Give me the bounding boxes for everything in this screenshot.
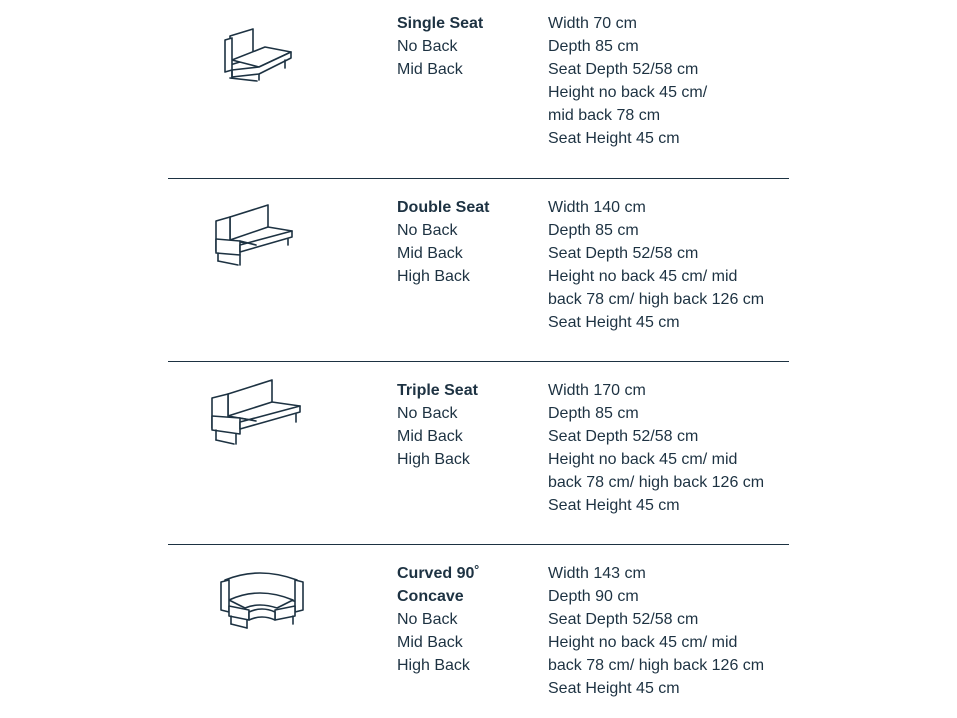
spec-depth: Depth 85 cm: [548, 38, 639, 55]
spec-height-cont: back 78 cm/ high back 126 cm: [548, 474, 765, 491]
spec-seat-height: Seat Height 45 cm: [548, 314, 680, 331]
spec-height-cont: back 78 cm/ high back 126 cm: [548, 291, 765, 308]
product-title: Double Seat: [397, 199, 490, 216]
variant-label: High Back: [397, 451, 470, 468]
variant-label: No Back: [397, 611, 458, 628]
spec-height: Height no back 45 cm/ mid: [548, 451, 738, 468]
spec-seat-height: Seat Height 45 cm: [548, 497, 680, 514]
spec-depth: Depth 90 cm: [548, 588, 639, 605]
spec-list: [548, 12, 707, 150]
product-title: Triple Seat: [397, 382, 478, 399]
spec-height-cont: back 78 cm/ high back 126 cm: [548, 657, 765, 674]
spec-height-cont: mid back 78 cm: [548, 107, 661, 124]
variant-label: High Back: [397, 657, 470, 674]
row-divider: [168, 178, 789, 179]
product-title: Curved 90˚: [397, 565, 480, 582]
spec-width: Width 140 cm: [548, 199, 646, 216]
spec-seat-depth: Seat Depth 52/58 cm: [548, 61, 699, 78]
spec-height: Height no back 45 cm/: [548, 84, 708, 101]
spec-depth: Depth 85 cm: [548, 222, 639, 239]
spec-seat-height: Seat Height 45 cm: [548, 130, 680, 147]
spec-list: [548, 196, 764, 334]
triple-seat-sofa-icon: [200, 372, 310, 452]
product-name-list: [397, 379, 478, 471]
product-name-list: [397, 562, 480, 677]
spec-width: Width 170 cm: [548, 382, 646, 399]
variant-label: Mid Back: [397, 428, 463, 445]
spec-height: Height no back 45 cm/ mid: [548, 634, 738, 651]
single-seat-sofa-icon: [205, 12, 315, 92]
variant-label: Mid Back: [397, 61, 463, 78]
spec-list: [548, 562, 764, 700]
spec-width: Width 70 cm: [548, 15, 637, 32]
variant-label: Mid Back: [397, 634, 463, 651]
variant-label: Mid Back: [397, 245, 463, 262]
row-divider: [168, 544, 789, 545]
spec-width: Width 143 cm: [548, 565, 646, 582]
product-title-cont: Concave: [397, 588, 464, 605]
variant-label: No Back: [397, 222, 458, 239]
spec-height: Height no back 45 cm/ mid: [548, 268, 738, 285]
double-seat-sofa-icon: [200, 195, 310, 275]
spec-seat-depth: Seat Depth 52/58 cm: [548, 611, 699, 628]
variant-label: No Back: [397, 38, 458, 55]
product-name-list: [397, 196, 489, 288]
product-title: Single Seat: [397, 15, 484, 32]
curved-concave-sofa-icon: [207, 562, 317, 642]
spec-seat-depth: Seat Depth 52/58 cm: [548, 428, 699, 445]
product-name-list: [397, 12, 483, 81]
spec-seat-height: Seat Height 45 cm: [548, 680, 680, 697]
row-divider: [168, 361, 789, 362]
spec-seat-depth: Seat Depth 52/58 cm: [548, 245, 699, 262]
variant-label: No Back: [397, 405, 458, 422]
spec-depth: Depth 85 cm: [548, 405, 639, 422]
variant-label: High Back: [397, 268, 470, 285]
spec-list: [548, 379, 764, 517]
